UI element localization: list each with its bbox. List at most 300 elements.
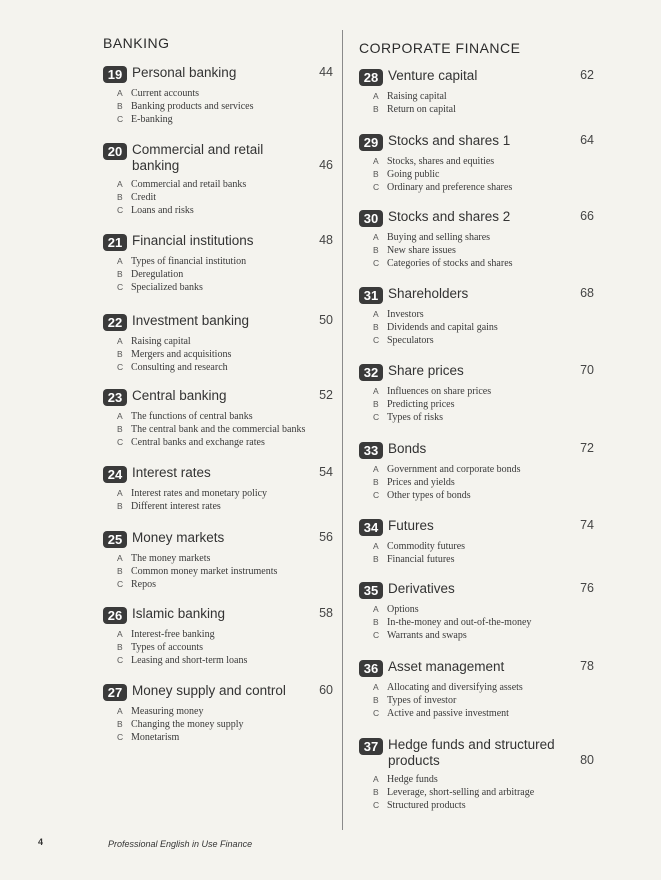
unit-heading bbox=[359, 68, 594, 86]
unit-page-number: 46 bbox=[319, 158, 333, 172]
unit-27 bbox=[103, 683, 333, 744]
unit-title-line: Derivatives bbox=[388, 581, 455, 596]
section-letter: A bbox=[117, 336, 123, 346]
section-text: The money markets bbox=[131, 553, 211, 564]
unit-number-badge: 28 bbox=[359, 69, 383, 86]
unit-title bbox=[388, 659, 504, 675]
unit-section-list bbox=[117, 705, 333, 744]
unit-page-number: 56 bbox=[319, 530, 333, 544]
section-text: Raising capital bbox=[131, 336, 191, 347]
column-title-banking: BANKING bbox=[103, 35, 170, 51]
unit-page-number: 50 bbox=[319, 313, 333, 327]
unit-page-number: 68 bbox=[580, 286, 594, 300]
unit-25 bbox=[103, 530, 333, 591]
section-letter: B bbox=[117, 566, 123, 576]
section-text: Interest rates and monetary policy bbox=[131, 488, 268, 499]
section-text: Central banks and exchange rates bbox=[131, 437, 265, 448]
section-text: Influences on share prices bbox=[387, 386, 492, 397]
unit-title bbox=[132, 465, 211, 481]
section-item bbox=[373, 308, 594, 321]
section-item bbox=[373, 411, 594, 424]
section-letter: B bbox=[117, 192, 123, 202]
unit-heading bbox=[359, 737, 594, 769]
section-item bbox=[373, 773, 594, 786]
section-text: Government and corporate bonds bbox=[387, 464, 521, 475]
unit-title-line: Islamic banking bbox=[132, 606, 226, 621]
unit-page-number: 78 bbox=[580, 659, 594, 673]
section-letter: B bbox=[373, 477, 379, 487]
section-letter: A bbox=[373, 604, 379, 614]
section-letter: B bbox=[117, 642, 123, 652]
unit-title-line: Shareholders bbox=[388, 286, 469, 301]
unit-title-line: Financial institutions bbox=[132, 233, 254, 248]
unit-section-list bbox=[373, 773, 594, 812]
unit-26 bbox=[103, 606, 333, 667]
section-letter: C bbox=[117, 114, 124, 124]
unit-title bbox=[132, 313, 249, 329]
unit-page-number: 60 bbox=[319, 683, 333, 697]
unit-number-badge: 21 bbox=[103, 234, 127, 251]
unit-35 bbox=[359, 581, 594, 642]
unit-title-line: Money supply and control bbox=[132, 683, 286, 698]
section-item bbox=[117, 268, 333, 281]
section-letter: B bbox=[117, 719, 123, 729]
unit-section-list bbox=[117, 628, 333, 667]
section-item bbox=[373, 476, 594, 489]
unit-number-badge: 34 bbox=[359, 519, 383, 536]
unit-heading bbox=[359, 363, 594, 381]
section-letter: C bbox=[117, 655, 124, 665]
unit-number-badge: 19 bbox=[103, 66, 127, 83]
unit-title bbox=[132, 142, 263, 174]
unit-heading bbox=[103, 233, 333, 251]
section-letter: B bbox=[373, 787, 379, 797]
section-text: Investors bbox=[387, 309, 424, 320]
unit-page-number: 72 bbox=[580, 441, 594, 455]
section-letter: A bbox=[117, 629, 123, 639]
unit-page-number: 70 bbox=[580, 363, 594, 377]
section-text: Specialized banks bbox=[131, 282, 203, 293]
unit-title bbox=[388, 133, 510, 149]
unit-heading bbox=[359, 581, 594, 599]
unit-36 bbox=[359, 659, 594, 720]
section-text: Prices and yields bbox=[387, 477, 455, 488]
unit-page-number: 76 bbox=[580, 581, 594, 595]
section-item bbox=[373, 463, 594, 476]
section-letter: A bbox=[373, 232, 379, 242]
unit-34 bbox=[359, 518, 594, 566]
section-item bbox=[117, 348, 333, 361]
section-letter: A bbox=[373, 156, 379, 166]
section-letter: C bbox=[373, 258, 380, 268]
unit-number-badge: 23 bbox=[103, 389, 127, 406]
unit-number-badge: 29 bbox=[359, 134, 383, 151]
unit-page-number: 58 bbox=[319, 606, 333, 620]
section-item bbox=[117, 705, 333, 718]
section-item bbox=[373, 799, 594, 812]
section-item bbox=[117, 113, 333, 126]
section-item bbox=[117, 641, 333, 654]
unit-19 bbox=[103, 65, 333, 126]
unit-title-line: Money markets bbox=[132, 530, 225, 545]
unit-title-line: Stocks and shares 1 bbox=[388, 133, 511, 148]
unit-title-line: Interest rates bbox=[132, 465, 211, 480]
section-item bbox=[373, 181, 594, 194]
unit-section-list bbox=[373, 308, 594, 347]
unit-24 bbox=[103, 465, 333, 513]
section-letter: C bbox=[117, 362, 124, 372]
section-letter: B bbox=[117, 424, 123, 434]
unit-page-number: 64 bbox=[580, 133, 594, 147]
section-text: Monetarism bbox=[131, 732, 180, 743]
unit-title bbox=[132, 65, 236, 81]
unit-section-list bbox=[373, 603, 594, 642]
section-letter: B bbox=[373, 399, 379, 409]
unit-heading bbox=[359, 286, 594, 304]
section-letter: B bbox=[117, 349, 123, 359]
unit-section-list bbox=[117, 410, 333, 449]
unit-title bbox=[388, 518, 434, 534]
section-item bbox=[117, 718, 333, 731]
section-letter: C bbox=[373, 182, 380, 192]
unit-section-list bbox=[117, 87, 333, 126]
unit-page-number: 52 bbox=[319, 388, 333, 402]
section-item bbox=[117, 423, 333, 436]
section-item bbox=[117, 178, 333, 191]
section-letter: A bbox=[373, 541, 379, 551]
section-text: Different interest rates bbox=[131, 501, 221, 512]
unit-heading bbox=[359, 209, 594, 227]
section-item bbox=[373, 321, 594, 334]
section-letter: A bbox=[117, 179, 123, 189]
section-letter: A bbox=[117, 706, 123, 716]
unit-heading bbox=[359, 441, 594, 459]
footer-book-title: Professional English in Use Finance bbox=[108, 839, 253, 849]
section-item bbox=[117, 410, 333, 423]
unit-29 bbox=[359, 133, 594, 194]
section-text: Loans and risks bbox=[131, 205, 194, 216]
section-text: E-banking bbox=[131, 114, 173, 125]
section-text: Warrants and swaps bbox=[387, 630, 467, 641]
section-text: Buying and selling shares bbox=[387, 232, 491, 243]
unit-page-number: 44 bbox=[319, 65, 333, 79]
section-letter: A bbox=[373, 464, 379, 474]
unit-number-badge: 33 bbox=[359, 442, 383, 459]
section-item bbox=[117, 628, 333, 641]
section-item bbox=[373, 694, 594, 707]
section-letter: B bbox=[373, 245, 379, 255]
section-item bbox=[373, 385, 594, 398]
unit-33 bbox=[359, 441, 594, 502]
section-letter: B bbox=[373, 169, 379, 179]
section-text: Common money market instruments bbox=[131, 566, 278, 577]
unit-31 bbox=[359, 286, 594, 347]
section-item bbox=[373, 681, 594, 694]
section-text: In-the-money and out-of-the-money bbox=[387, 617, 532, 628]
section-item bbox=[373, 244, 594, 257]
unit-number-badge: 32 bbox=[359, 364, 383, 381]
section-text: Commodity futures bbox=[387, 541, 466, 552]
section-item bbox=[117, 100, 333, 113]
section-letter: C bbox=[373, 630, 380, 640]
unit-title-line: Futures bbox=[388, 518, 434, 533]
section-item bbox=[373, 616, 594, 629]
section-item bbox=[373, 231, 594, 244]
section-letter: B bbox=[373, 617, 379, 627]
unit-30 bbox=[359, 209, 594, 270]
unit-section-list bbox=[117, 552, 333, 591]
unit-number-badge: 36 bbox=[359, 660, 383, 677]
section-letter: B bbox=[117, 501, 123, 511]
section-text: Financial futures bbox=[387, 554, 455, 565]
section-letter: C bbox=[117, 437, 124, 447]
section-letter: B bbox=[117, 269, 123, 279]
section-letter: A bbox=[373, 91, 379, 101]
unit-number-badge: 26 bbox=[103, 607, 127, 624]
section-letter: C bbox=[373, 490, 380, 500]
section-text: Consulting and research bbox=[131, 362, 228, 373]
unit-heading bbox=[359, 659, 594, 677]
section-item bbox=[117, 361, 333, 374]
unit-28 bbox=[359, 68, 594, 116]
unit-title-line: banking bbox=[132, 158, 180, 173]
unit-page-number: 54 bbox=[319, 465, 333, 479]
section-item bbox=[373, 155, 594, 168]
unit-number-badge: 25 bbox=[103, 531, 127, 548]
section-text: Repos bbox=[131, 579, 156, 590]
unit-section-list bbox=[117, 178, 333, 217]
section-text: Changing the money supply bbox=[131, 719, 244, 730]
unit-title-line: Personal banking bbox=[132, 65, 237, 80]
section-item bbox=[117, 335, 333, 348]
unit-heading bbox=[359, 133, 594, 151]
section-item bbox=[117, 578, 333, 591]
section-text: Types of accounts bbox=[131, 642, 204, 653]
section-item bbox=[373, 489, 594, 502]
section-text: Current accounts bbox=[131, 88, 200, 99]
unit-number-badge: 27 bbox=[103, 684, 127, 701]
section-text: Mergers and acquisitions bbox=[131, 349, 232, 360]
section-item bbox=[117, 255, 333, 268]
column-title-corporate-finance: CORPORATE FINANCE bbox=[359, 40, 521, 56]
section-item bbox=[373, 553, 594, 566]
section-letter: B bbox=[373, 554, 379, 564]
unit-21 bbox=[103, 233, 333, 294]
section-text: Leasing and short-term loans bbox=[131, 655, 248, 666]
unit-heading bbox=[103, 530, 333, 548]
section-item bbox=[373, 707, 594, 720]
section-item bbox=[373, 629, 594, 642]
unit-page-number: 62 bbox=[580, 68, 594, 82]
unit-20 bbox=[103, 142, 333, 217]
section-letter: A bbox=[373, 386, 379, 396]
unit-title bbox=[132, 606, 225, 622]
unit-title bbox=[132, 233, 254, 249]
unit-section-list bbox=[373, 540, 594, 566]
unit-22 bbox=[103, 313, 333, 374]
unit-number-badge: 31 bbox=[359, 287, 383, 304]
unit-number-badge: 24 bbox=[103, 466, 127, 483]
unit-section-list bbox=[117, 335, 333, 374]
section-text: Stocks, shares and equities bbox=[387, 156, 495, 167]
unit-page-number: 74 bbox=[580, 518, 594, 532]
unit-heading bbox=[103, 313, 333, 331]
section-text: Hedge funds bbox=[387, 774, 438, 785]
section-text: Active and passive investment bbox=[387, 708, 509, 719]
unit-heading bbox=[359, 518, 594, 536]
unit-number-badge: 37 bbox=[359, 738, 383, 755]
section-text: Dividends and capital gains bbox=[387, 322, 498, 333]
section-item bbox=[117, 654, 333, 667]
section-letter: C bbox=[373, 800, 380, 810]
unit-32 bbox=[359, 363, 594, 424]
section-item bbox=[373, 540, 594, 553]
section-text: Types of investor bbox=[387, 695, 457, 706]
section-letter: C bbox=[117, 732, 124, 742]
unit-title bbox=[388, 581, 455, 597]
section-text: Commercial and retail banks bbox=[131, 179, 247, 190]
unit-number-badge: 22 bbox=[103, 314, 127, 331]
unit-title bbox=[388, 363, 464, 379]
section-item bbox=[117, 191, 333, 204]
unit-title-line: Investment banking bbox=[132, 313, 250, 328]
section-letter: A bbox=[373, 309, 379, 319]
section-letter: C bbox=[373, 412, 380, 422]
unit-title bbox=[132, 683, 286, 699]
unit-section-list bbox=[373, 155, 594, 194]
section-item bbox=[373, 103, 594, 116]
section-letter: B bbox=[373, 695, 379, 705]
section-item bbox=[373, 786, 594, 799]
section-letter: A bbox=[117, 553, 123, 563]
unit-title-line: products bbox=[388, 753, 440, 768]
unit-23 bbox=[103, 388, 333, 449]
unit-heading bbox=[103, 606, 333, 624]
section-text: The functions of central banks bbox=[131, 411, 253, 422]
section-text: New share issues bbox=[387, 245, 456, 256]
section-text: Leverage, short-selling and arbitrage bbox=[387, 787, 535, 798]
section-text: Credit bbox=[131, 192, 156, 203]
section-text: Allocating and diversifying assets bbox=[387, 682, 523, 693]
section-text: Ordinary and preference shares bbox=[387, 182, 513, 193]
unit-section-list bbox=[117, 487, 333, 513]
section-text: Raising capital bbox=[387, 91, 447, 102]
section-text: Other types of bonds bbox=[387, 490, 471, 501]
section-item bbox=[117, 500, 333, 513]
section-text: Speculators bbox=[387, 335, 434, 346]
unit-number-badge: 30 bbox=[359, 210, 383, 227]
unit-heading bbox=[103, 465, 333, 483]
unit-title-line: Hedge funds and structured bbox=[388, 737, 555, 752]
section-item bbox=[117, 487, 333, 500]
section-letter: C bbox=[373, 335, 380, 345]
unit-page-number: 80 bbox=[580, 753, 594, 767]
section-item bbox=[117, 436, 333, 449]
footer-page-number: 4 bbox=[38, 837, 44, 847]
unit-heading bbox=[103, 683, 333, 701]
unit-page-number: 66 bbox=[580, 209, 594, 223]
unit-section-list bbox=[373, 681, 594, 720]
unit-section-list bbox=[373, 385, 594, 424]
section-letter: C bbox=[373, 708, 380, 718]
section-item bbox=[117, 87, 333, 100]
section-text: Structured products bbox=[387, 800, 466, 811]
section-text: Types of financial institution bbox=[131, 256, 247, 267]
section-text: Return on capital bbox=[387, 104, 456, 115]
section-text: Categories of stocks and shares bbox=[387, 258, 513, 269]
section-item bbox=[117, 552, 333, 565]
section-letter: A bbox=[373, 774, 379, 784]
section-text: Interest-free banking bbox=[131, 629, 215, 640]
section-letter: A bbox=[117, 256, 123, 266]
unit-title bbox=[388, 209, 510, 225]
section-letter: A bbox=[117, 488, 123, 498]
section-letter: C bbox=[117, 579, 124, 589]
section-text: The central bank and the commercial banks bbox=[131, 424, 306, 435]
unit-section-list bbox=[373, 231, 594, 270]
unit-title-line: Share prices bbox=[388, 363, 464, 378]
unit-title bbox=[132, 388, 227, 404]
section-text: Types of risks bbox=[387, 412, 443, 423]
unit-title-line: Commercial and retail bbox=[132, 142, 264, 157]
section-letter: C bbox=[117, 205, 124, 215]
section-letter: B bbox=[117, 101, 123, 111]
section-item bbox=[373, 168, 594, 181]
section-item bbox=[373, 603, 594, 616]
section-text: Measuring money bbox=[131, 706, 204, 717]
section-letter: A bbox=[373, 682, 379, 692]
unit-title-line: Bonds bbox=[388, 441, 427, 456]
unit-title-line: Stocks and shares 2 bbox=[388, 209, 511, 224]
unit-37 bbox=[359, 737, 594, 812]
unit-title bbox=[388, 737, 555, 769]
section-item bbox=[117, 565, 333, 578]
unit-heading bbox=[103, 65, 333, 83]
section-letter: A bbox=[117, 411, 123, 421]
section-letter: C bbox=[117, 282, 124, 292]
section-item bbox=[373, 398, 594, 411]
section-item bbox=[117, 281, 333, 294]
unit-title bbox=[132, 530, 224, 546]
unit-section-list bbox=[117, 255, 333, 294]
unit-page-number: 48 bbox=[319, 233, 333, 247]
section-item bbox=[373, 257, 594, 270]
unit-section-list bbox=[373, 463, 594, 502]
unit-title-line: Central banking bbox=[132, 388, 227, 403]
section-item bbox=[117, 731, 333, 744]
section-letter: B bbox=[373, 322, 379, 332]
section-item bbox=[117, 204, 333, 217]
unit-title bbox=[388, 286, 468, 302]
unit-title-line: Asset management bbox=[388, 659, 505, 674]
section-item bbox=[373, 334, 594, 347]
section-text: Options bbox=[387, 604, 419, 615]
section-item bbox=[373, 90, 594, 103]
unit-title bbox=[388, 441, 426, 457]
section-text: Going public bbox=[387, 169, 440, 180]
unit-section-list bbox=[373, 90, 594, 116]
section-letter: B bbox=[373, 104, 379, 114]
unit-title-line: Venture capital bbox=[388, 68, 478, 83]
section-text: Banking products and services bbox=[131, 101, 254, 112]
section-letter: A bbox=[117, 88, 123, 98]
unit-title bbox=[388, 68, 477, 84]
column-divider bbox=[342, 30, 343, 830]
unit-number-badge: 35 bbox=[359, 582, 383, 599]
section-text: Predicting prices bbox=[387, 399, 455, 410]
section-text: Deregulation bbox=[131, 269, 184, 280]
unit-heading bbox=[103, 388, 333, 406]
